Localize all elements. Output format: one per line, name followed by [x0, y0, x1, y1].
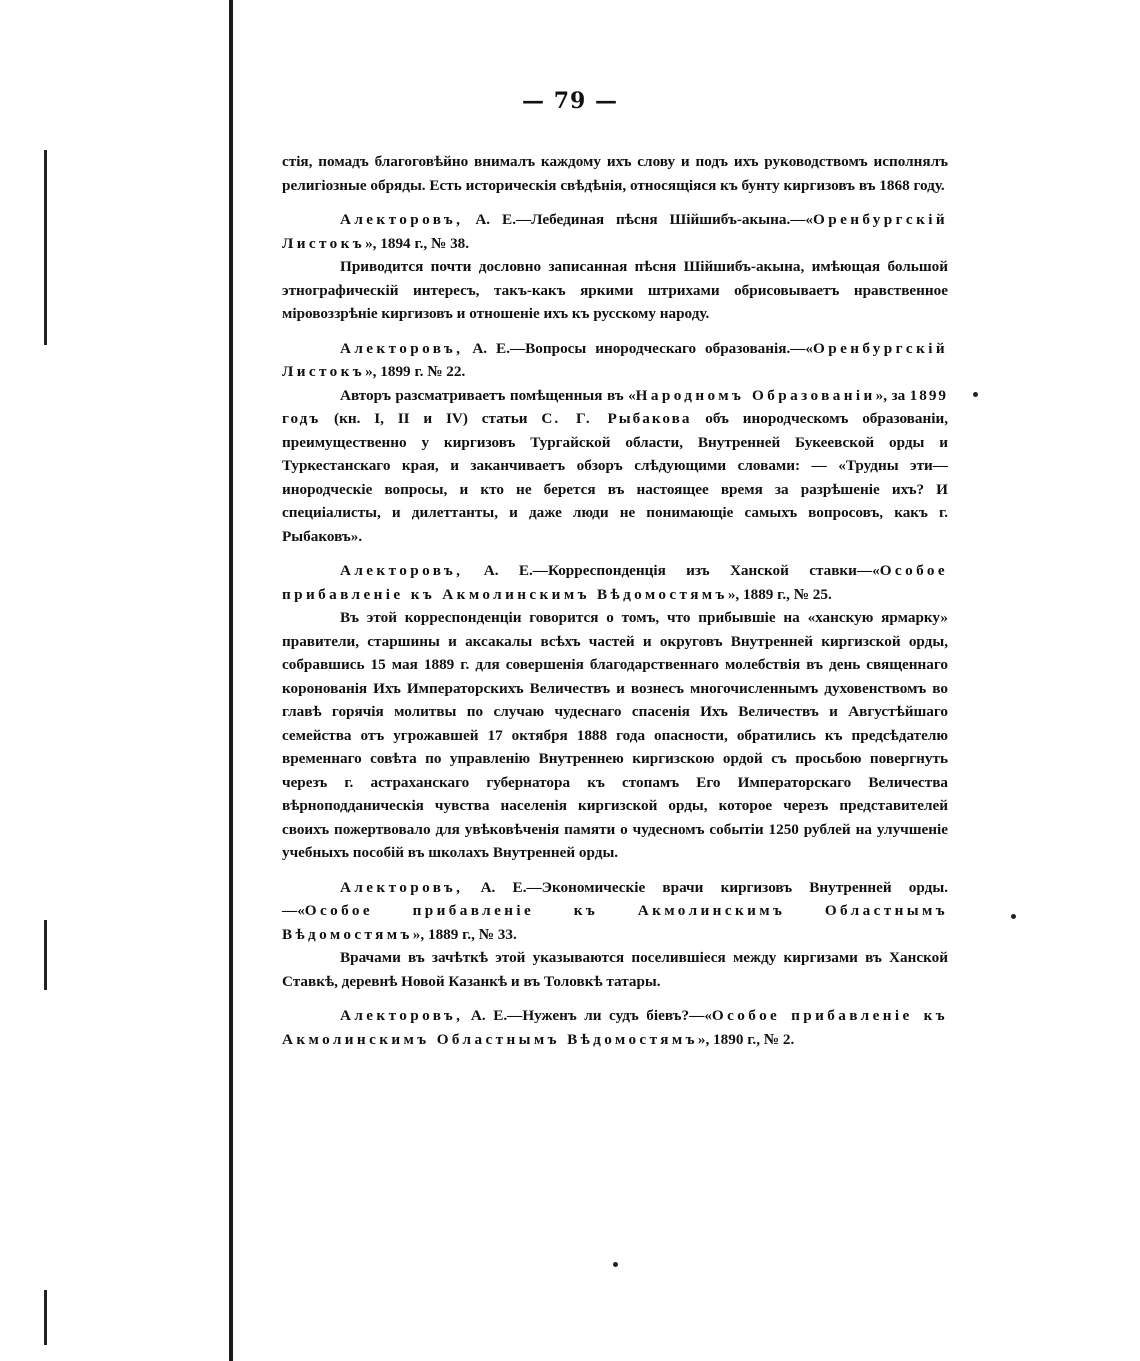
- entry-annotation: Врачами въ зачѣткѣ этой указываются поселившіеся между киргизами въ Ханской Ставкѣ, деревнѣ Новой Казанкѣ и въ Толовкѣ татары.: [282, 949, 948, 990]
- entry-citation: », 1894 г., № 38.: [365, 234, 470, 252]
- page-binding-line: [229, 0, 233, 1361]
- bibliography-entry: [282, 208, 948, 326]
- scan-edge-mark: [44, 150, 47, 345]
- entry-annotation: Въ этой корреспонденціи говорится о томъ, что прибывшіе на «ханскую ярмарку» правители, старшины и аксакалы всѣхъ частей и округовъ Внутренней киргизской орды, собравшись 15 мая 1889 г. для совершенія благодарственнаго молебствія въ день священнаго коронованія Ихъ Императорскихъ Величествъ и вознесъ многочисленнымъ духовенствомъ во главѣ горячія молитвы по случаю чудеснаго спасенія Ихъ Величествъ и Августѣйшаго семейства отъ угрожавшей 17 октября 1888 года опасности, обратились къ предсѣдателю временнаго совѣта по управленію Внутреннею киргизскою ордой съ просьбою повергнуть черезъ г. астраханскаго губернатора къ стопамъ Его Императорскаго Величества вѣрноподданическія чувства населенія киргизской орды, которое черезъ представителей своихъ пожертвовало для увѣковѣченія памяти о чудесномъ событіи 1250 рублей на улучшеніе учебныхъ пособій въ школахъ Внутренней орды.: [282, 609, 948, 861]
- entry-author: Алекторовъ,: [340, 878, 464, 896]
- entry-source: Оренбургскій Листокъ: [282, 211, 948, 252]
- entry-heading: [282, 876, 948, 947]
- page-number: — 79 —: [522, 88, 618, 114]
- continuation-paragraph: стія, помадъ благоговѣйно внималъ каждому ихъ слову и подъ ихъ руководствомъ исполнялъ религіозные обряды. Есть историческія свѣдѣнія, относящіяся къ бунту киргизовъ въ 1868 году.: [282, 153, 948, 194]
- scan-edge-mark: [44, 1290, 47, 1345]
- bibliography-entry: [282, 876, 948, 994]
- scan-speck: [1011, 914, 1016, 919]
- entry-title: А. Е.—Лебединая пѣсня Шійшибъ-акына.—«: [463, 211, 814, 228]
- annotation-text: объ инородческомъ образованіи, преимущественно у киргизовъ Тургайской области, Внутренней Букеевской орды и Туркестанскаго края, и заканчиваетъ обзоръ слѣдующими словами: — «Трудны эти—инородческіе вопросы, и кто не берется въ настоящее время за разрѣшеніе ихъ? И специіалисты, и дилеттанты, и даже люди не понимающіе самыхъ вопросовъ, какъ г. Рыбаковъ».: [282, 410, 948, 545]
- entry-source: Особое прибавленіе къ Акмолинскимъ Областнымъ Вѣдомостямъ: [282, 1007, 948, 1048]
- entry-annotation: [282, 384, 948, 549]
- entry-heading: [282, 208, 948, 255]
- bibliography-entry: [282, 559, 948, 865]
- entry-title: А. Е.—Экономическіе врачи киргизовъ Внутренней орды.—«: [282, 878, 948, 919]
- entry-author: Алекторовъ,: [340, 211, 464, 228]
- annotation-year: 1899 годъ: [282, 386, 949, 427]
- bibliography-entry: [282, 1004, 948, 1051]
- entry-title: А. Е.—Нуженъ ли судъ біевъ?—«: [463, 1007, 712, 1024]
- scan-speck: [973, 392, 978, 397]
- annotation-text: Авторъ разсматриваетъ помѣщенныя въ «: [340, 386, 636, 404]
- annotation-journal: Народномъ Образованіи: [635, 386, 876, 404]
- entry-citation: », 1899 г. № 22.: [365, 363, 466, 380]
- annotation-author: С. Г. Рыбакова: [541, 410, 692, 427]
- annotation-text: », за: [875, 386, 910, 404]
- entry-citation: », 1890 г., № 2.: [697, 1030, 795, 1048]
- entry-heading: [282, 559, 948, 606]
- bibliography-entry: [282, 337, 948, 549]
- entry-source: Особое прибавленіе къ Акмолинскимъ Вѣдомостямъ: [282, 562, 948, 603]
- scan-edge-mark: [44, 920, 47, 990]
- bibliography-text: [282, 150, 948, 1051]
- entry-heading: [282, 1004, 948, 1051]
- scan-speck: [613, 1262, 618, 1267]
- entry-citation: », 1889 г., № 25.: [727, 585, 832, 603]
- entry-author: Алекторовъ,: [340, 1007, 464, 1024]
- entry-title: А. Е.—Корреспонденція изъ Ханской ставки—«: [463, 562, 880, 579]
- entry-annotation: Приводится почти дословно записанная пѣсня Шійшибъ-акына, имѣющая большой этнографическій интересъ, такъ-какъ яркими штрихами обрисовываетъ нравственное міровоззрѣніе киргизовъ и отношеніе ихъ къ русскому народу.: [282, 258, 948, 322]
- entry-source: Особое прибавленіе къ Акмолинскимъ Областнымъ Вѣдомостямъ: [282, 902, 948, 943]
- entry-heading: [282, 337, 948, 384]
- entry-citation: », 1889 г., № 33.: [412, 925, 517, 943]
- entry-author: Алекторовъ,: [340, 339, 464, 357]
- entry-source: Оренбургскій Листокъ: [282, 339, 948, 380]
- entry-author: Алекторовъ,: [340, 562, 464, 579]
- entry-title: А. Е.—Вопросы инородческаго образованія.—«: [463, 339, 814, 357]
- annotation-text: (кн. I, II и IV) статьи: [320, 410, 542, 427]
